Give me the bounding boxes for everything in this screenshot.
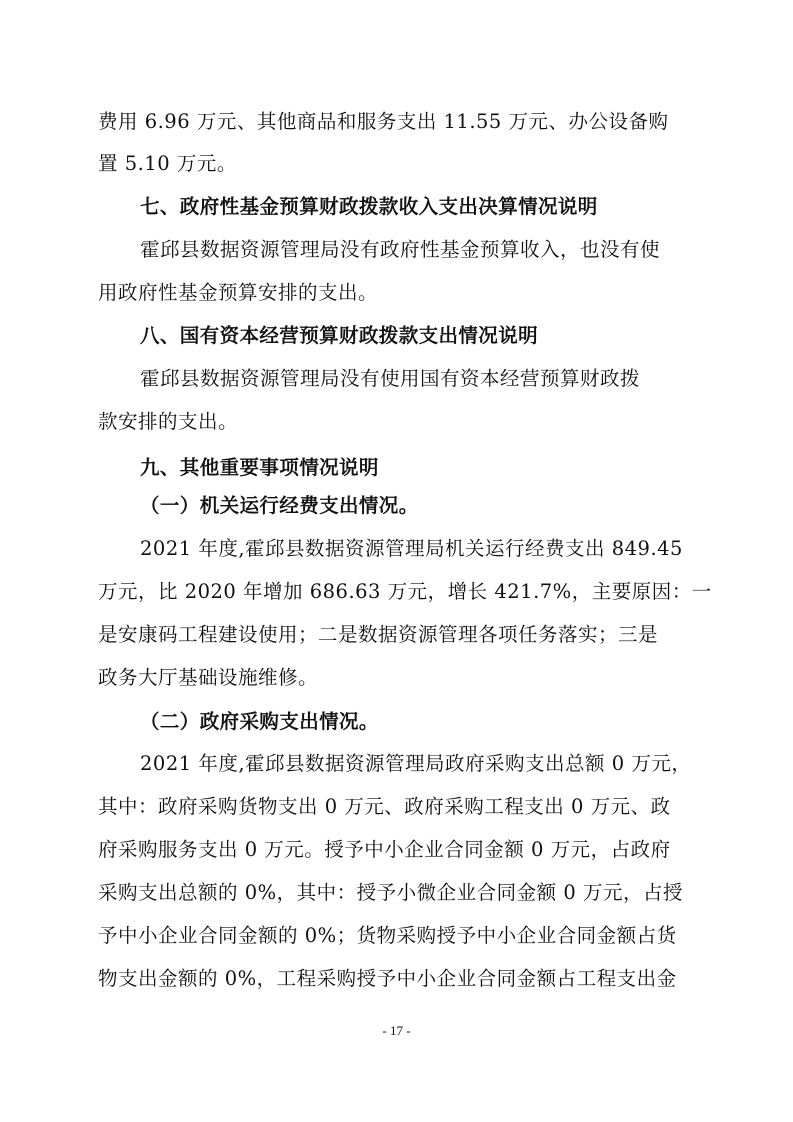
subsection-heading-2: （二）政府采购支出情况。 [140,710,379,733]
section-heading-8: 八、国有资本经营预算财政拨款支出情况说明 [140,324,539,347]
paragraph-line: 政务大厅基础设施维修。 [98,666,319,689]
paragraph-line: 万元，比 2020 年增加 686.63 万元，增长 421.7%，主要原因：一 [98,580,712,603]
paragraph-line: 其中：政府采购货物支出 0 万元、政府采购工程支出 0 万元、政 [98,795,671,818]
paragraph-line: 霍邱县数据资源管理局没有使用国有资本经营预算财政拨 [140,367,641,390]
page-number: - 17 - [382,1023,411,1038]
paragraph-line: 2021 年度,霍邱县数据资源管理局政府采购支出总额 0 万元， [140,752,692,775]
paragraph-line: 置 5.10 万元。 [98,152,237,175]
section-heading-7: 七、政府性基金预算财政拨款收入支出决算情况说明 [140,195,598,218]
paragraph-line: 款安排的支出。 [98,410,239,433]
paragraph-line: 采购支出总额的 0%，其中：授予小微企业合同金额 0 万元，占授 [98,881,683,904]
paragraph-line: 物支出金额的 0%，工程采购授予中小企业合同金额占工程支出金 [98,967,677,990]
paragraph-line: 府采购服务支出 0 万元。授予中小企业合同金额 0 万元，占政府 [98,838,671,861]
paragraph-line: 2021 年度,霍邱县数据资源管理局机关运行经费支出 849.45 [140,537,683,560]
subsection-heading-1: （一）机关运行经费支出情况。 [140,494,419,517]
paragraph-line: 用政府性基金预算安排的支出。 [98,281,379,304]
section-heading-9: 九、其他重要事项情况说明 [140,456,379,479]
paragraph-line: 费用 6.96 万元、其他商品和服务支出 11.55 万元、办公设备购 [98,110,669,133]
paragraph-line: 予中小企业合同金额的 0%；货物采购授予中小企业合同金额占货 [98,924,677,947]
paragraph-line: 霍邱县数据资源管理局没有政府性基金预算收入，也没有使 [140,238,661,261]
paragraph-line: 是安康码工程建设使用；二是数据资源管理各项任务落实；三是 [98,623,659,646]
